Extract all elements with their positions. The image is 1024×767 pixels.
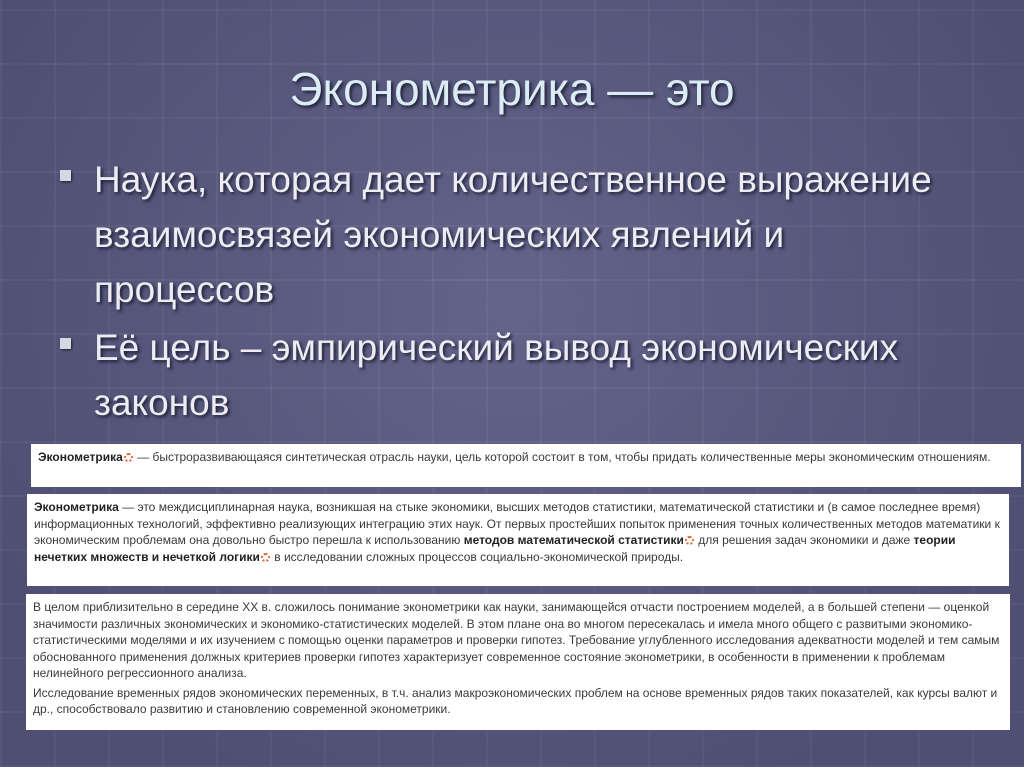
term-math-statistics-link[interactable]: методов математической статистики	[463, 533, 684, 547]
excerpt-text: в исследовании сложных процессов социально-экономической природы.	[270, 549, 684, 564]
excerpt-paragraph: Исследование временных рядов экономических переменных, в т.ч. анализ макроэкономических проблем на основе временных рядов таких показателей, как курсы валют и др., способствовало развитию и становлению современной эконометрики.	[33, 685, 998, 716]
link-reference-icon[interactable]	[261, 553, 270, 562]
excerpt-text: — быстроразвивающаяся синтетическая отрасль науки, цель которой состоит в том, чтобы придать количественные меры экономическим отношениям.	[133, 450, 991, 464]
bullet-list	[58, 152, 958, 433]
slide-title: Эконометрика — это	[289, 63, 735, 115]
excerpt-definition-2	[27, 494, 1009, 586]
term-fuzzy-logic-link[interactable]: теории нечетких множеств и нечеткой логики	[34, 533, 956, 564]
bullet-item	[58, 320, 958, 430]
square-bullet-icon	[60, 338, 71, 349]
term-econometrics-link[interactable]: Эконометрика	[38, 450, 123, 464]
link-reference-icon[interactable]	[685, 536, 694, 545]
excerpt-definition-1	[31, 444, 1021, 487]
excerpt-paragraph: В целом приблизительно в середине XX в. сложилось понимание эконометрики как науки, занимающейся отчасти построением моделей, а в большей степени — оценкой значимости различных экономических и экономико-статистических моделей. В этом плане она во многом пересекалась и имела много общего с развитыми экономико-статистическими моделями и их изучением с помощью оценки параметров и проверки гипотез. Требование углубленного исследования адекватности моделей и тем самым обоснованного применения должных критериев проверки гипотез характеризует современное состояние эконометрики, в особенности в применении к проблемам нелинейного регрессионного анализа.	[33, 600, 1000, 680]
link-reference-icon[interactable]	[124, 453, 133, 462]
excerpt-text: для решения задач экономики и даже	[694, 533, 914, 547]
excerpt-history	[26, 594, 1010, 730]
bullet-text: Наука, которая дает количественное выражение взаимосвязей экономических явлений и процессов	[94, 159, 932, 310]
term-econometrics: Эконометрика	[34, 500, 119, 514]
bullet-text: Её цель – эмпирический вывод экономических законов	[94, 327, 899, 423]
excerpt-text: — это междисциплинарная наука, возникшая на стыке экономики, высших методов статистики, математической статистики и (в самое последнее время) информационных технологий, эффективно реализующих интеграцию этих наук. От первых простейших попыток применения точных количественных методов математики к экономическим проблемам она довольно быстро перешла к использованию	[34, 500, 1000, 547]
bullet-item	[58, 152, 958, 317]
square-bullet-icon	[60, 170, 71, 181]
